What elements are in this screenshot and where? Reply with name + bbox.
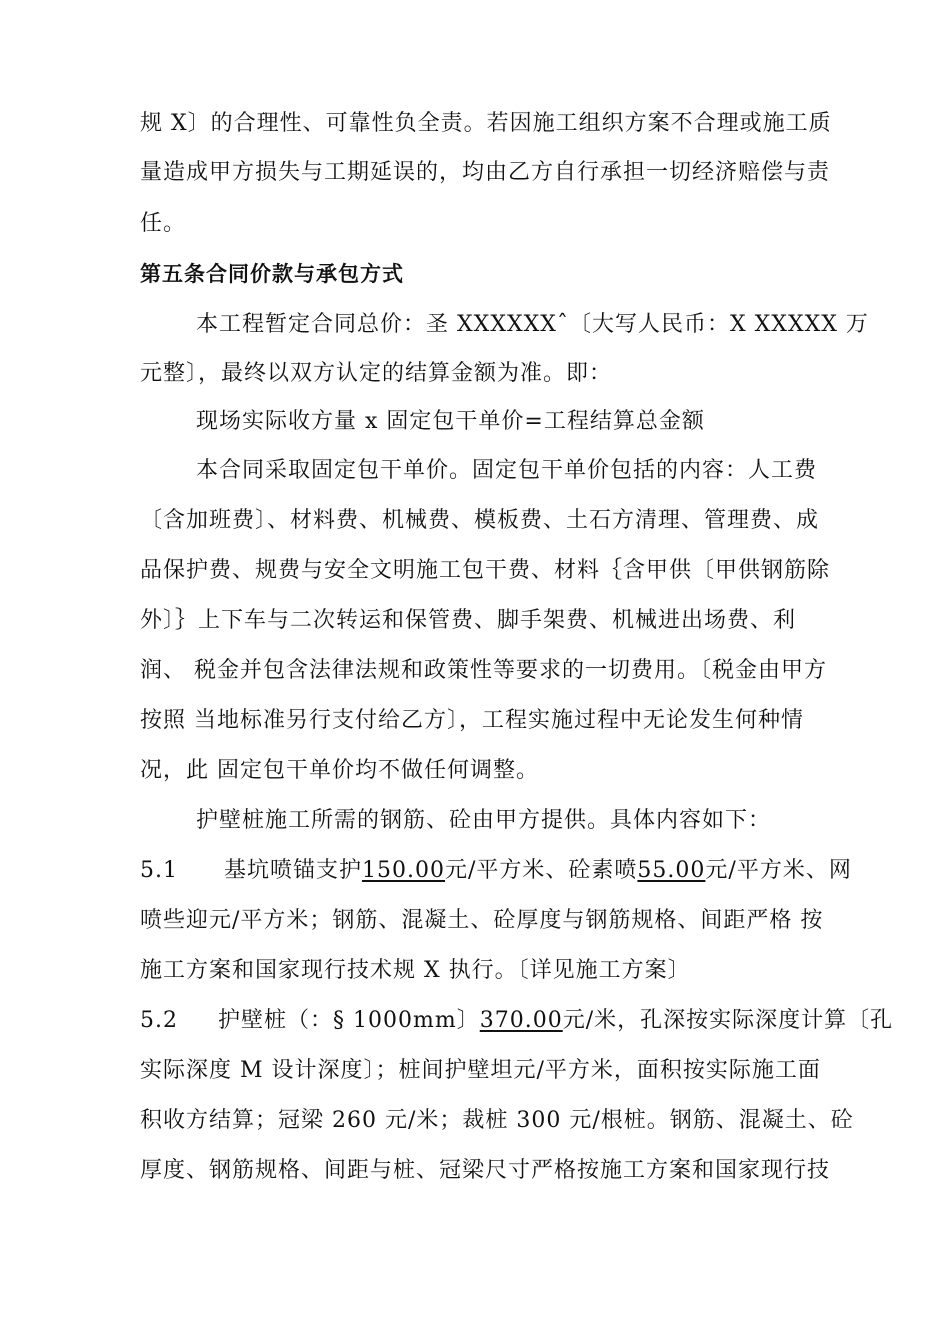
paragraph-line: 本工程暂定合同总价：圣 XXXXXXˆ〔大写人民币：X XXXXX 万: [196, 312, 869, 337]
item-text: 元/平方米、砼素喷: [445, 858, 638, 883]
paragraph-line: 喷些迎元/平方米；钢筋、混凝土、砼厚度与钢筋规格、间距严格 按: [140, 908, 824, 933]
paragraph-line: 〔含加班费〕、材料费、机械费、模板费、土石方清理、管理费、成: [140, 508, 820, 533]
paragraph-line: 品保护费、规费与安全文明施工包干费、材料｛含甲供〔甲供钢筋除: [140, 558, 831, 583]
item-text: 护壁桩（：§ 1000mm〕: [218, 1008, 480, 1033]
section-heading: 第五条合同价款与承包方式: [140, 262, 404, 286]
paragraph-line: 任。: [140, 211, 187, 236]
item-number: 5.1: [140, 858, 178, 883]
paragraph-line: 实际深度 M 设计深度〕；桩间护壁坦元/平方米，面积按实际施工面: [140, 1058, 821, 1083]
price-value: 370.00: [479, 1008, 563, 1033]
paragraph-line: 况，此 固定包干单价均不做任何调整。: [140, 758, 539, 783]
paragraph-line: 护壁桩施工所需的钢筋、砼由甲方提供。具体内容如下：: [196, 808, 772, 833]
paragraph-line: 按照 当地标准另行支付给乙方〕，工程实施过程中无论发生何种情: [140, 708, 804, 733]
paragraph-line: 积收方结算；冠梁 260 元/米；裁桩 300 元/根桩。钢筋、混凝土、砼: [140, 1108, 854, 1133]
price-value: 55.00: [637, 858, 706, 883]
paragraph-line: 厚度、钢筋规格、间距与桩、冠梁尺寸严格按施工方案和国家现行技: [140, 1158, 831, 1183]
item-5-2-line: [140, 1006, 893, 1036]
paragraph-line: 本合同采取固定包干单价。固定包干单价包括的内容：人工费: [196, 458, 818, 483]
item-text: 基坑喷锚支护: [224, 858, 363, 883]
paragraph-line: 元整〕，最终以双方认定的结算金额为准。即：: [140, 361, 613, 386]
paragraph-line: 润、 税金并包含法律法规和政策性等要求的一切费用。〔税金由甲方: [140, 658, 827, 683]
item-text: 元/米，孔深按实际深度计算〔孔: [562, 1008, 894, 1033]
item-5-1-line: [140, 856, 852, 886]
formula-line: 现场实际收方量 x 固定包干单价=工程结算总金额: [196, 409, 705, 434]
paragraph-line: 施工方案和国家现行技术规 X 执行。〔详见施工方案〕: [140, 958, 691, 983]
item-number: 5.2: [140, 1008, 178, 1033]
paragraph-line: 外〕｝上下车与二次转运和保管费、脚手架费、机械进出场费、利: [140, 608, 797, 633]
item-text: 元/平方米、网: [705, 858, 852, 883]
price-value: 150.00: [362, 858, 445, 883]
paragraph-line: 量造成甲方损失与工期延误的，均由乙方自行承担一切经济赔偿与责: [140, 160, 831, 185]
paragraph-line: 规 X〕的合理性、可靠性负全责。若因施工组织方案不合理或施工质: [140, 111, 832, 136]
